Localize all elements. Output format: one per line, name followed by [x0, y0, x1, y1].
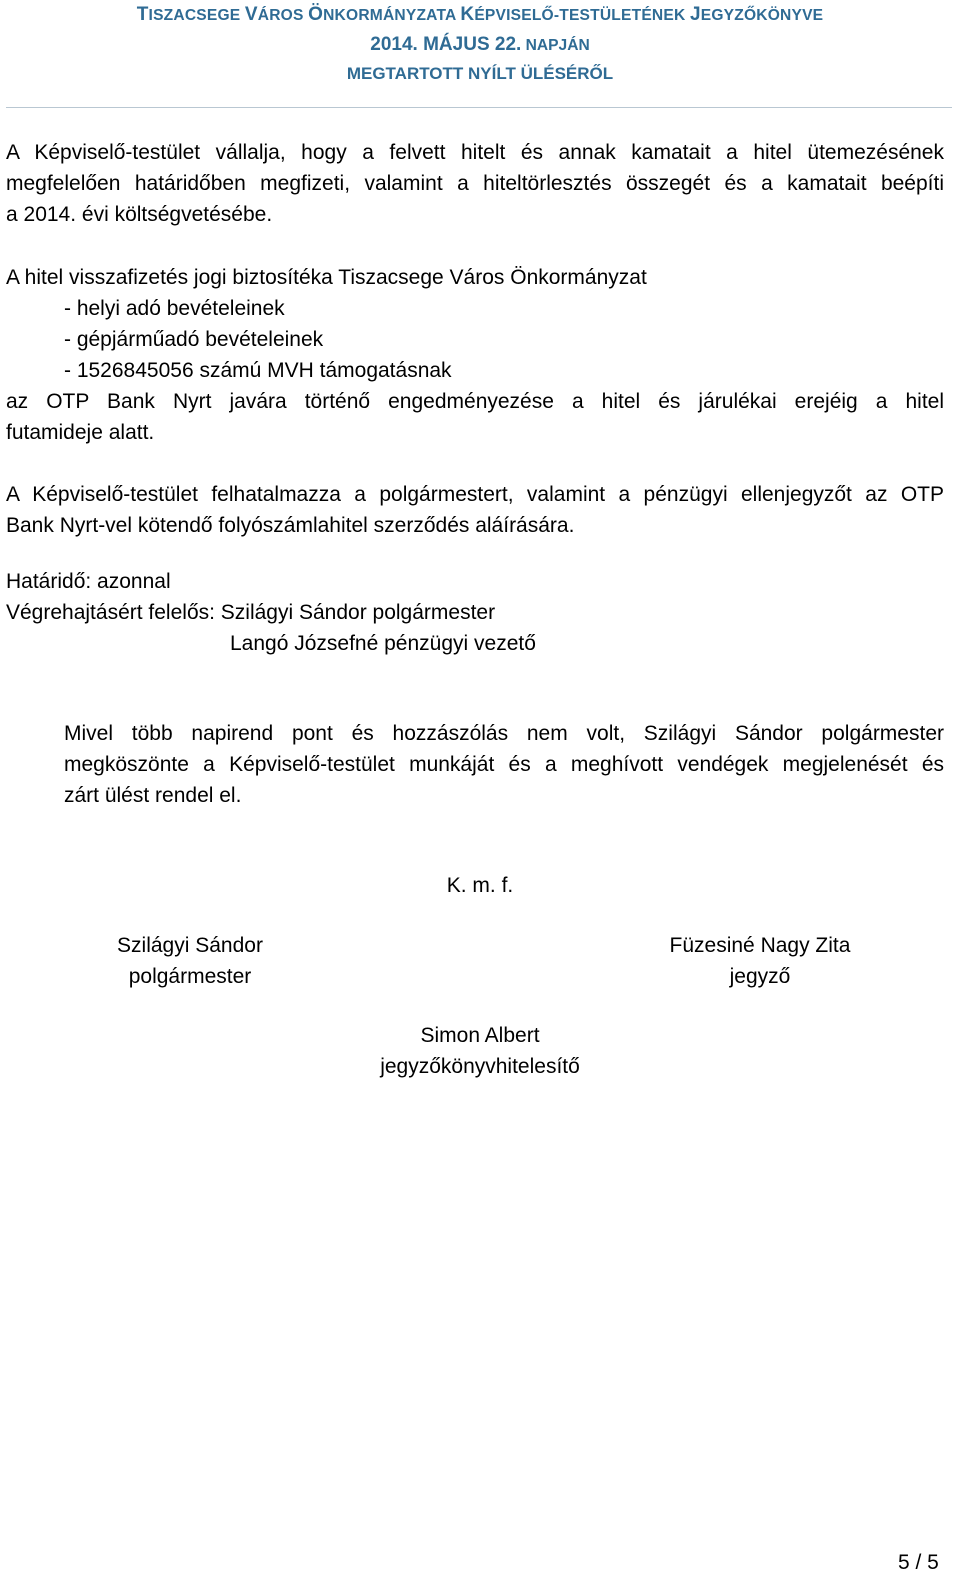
document-header-title: TISZACSEGE VÁROS ÖNKORMÁNYZATA KÉPVISELŐ-TESTÜLETÉNEK JEGYZŐKÖNYVE	[136, 4, 824, 25]
document-header-subtitle: MEGTARTOTT NYÍLT ÜLÉSÉRŐL	[346, 64, 614, 83]
closing-line-2: megköszönte a Képviselő-testület munkáját és a meghívott vendégek megjelenését és	[64, 753, 944, 776]
signature-center-title: jegyzőkönyvhitelesítő	[380, 1055, 580, 1078]
document-header-date: 2014. MÁJUS 22. NAPJÁN	[370, 34, 590, 55]
page-number: 5 / 5	[898, 1551, 939, 1574]
paragraph-2-line-6: futamideje alatt.	[6, 421, 155, 444]
deadline: Határidő: azonnal	[6, 570, 171, 593]
paragraph-2-line-5: az OTP Bank Nyrt javára történő engedményezése a hitel és járulékai erejéig a hitel	[6, 390, 944, 413]
signature-center-name: Simon Albert	[420, 1024, 540, 1047]
header-divider	[6, 107, 952, 108]
paragraph-2-intro: A hitel visszafizetés jogi biztosítéka Tiszacsege Város Önkormányzat	[6, 266, 647, 289]
paragraph-2-item: - 1526845056 számú MVH támogatásnak	[64, 359, 452, 382]
kmf-label: K. m. f.	[446, 874, 514, 897]
signature-left-title: polgármester	[128, 965, 252, 988]
paragraph-3-line-1: A Képviselő-testület felhatalmazza a polgármestert, valamint a pénzügyi ellenjegyzőt az OTP	[6, 483, 944, 506]
responsible-person-2: Langó Józsefné pénzügyi vezető	[230, 632, 536, 655]
signature-left-name: Szilágyi Sándor	[117, 934, 263, 957]
paragraph-2-item: - helyi adó bevételeinek	[64, 297, 285, 320]
paragraph-1-line-2: megfelelően határidőben megfizeti, valamint a hiteltörlesztés összegét és a kamatait beépíti	[6, 172, 944, 195]
closing-line-3: zárt ülést rendel el.	[64, 784, 242, 807]
paragraph-1-line-3: a 2014. évi költségvetésébe.	[6, 203, 273, 226]
paragraph-3-line-2: Bank Nyrt-vel kötendő folyószámlahitel szerződés aláírására.	[6, 514, 575, 537]
signature-right-name: Füzesiné Nagy Zita	[669, 934, 851, 957]
paragraph-2-item: - gépjárműadó bevételeinek	[64, 328, 324, 351]
closing-line-1: Mivel több napirend pont és hozzászólás nem volt, Szilágyi Sándor polgármester	[64, 722, 944, 745]
paragraph-1-line-1: A Képviselő-testület vállalja, hogy a felvett hitelt és annak kamatait a hitel ütemezésének	[6, 141, 944, 164]
responsible-person: Végrehajtásért felelős: Szilágyi Sándor polgármester	[6, 601, 496, 624]
signature-right-title: jegyző	[729, 965, 791, 988]
